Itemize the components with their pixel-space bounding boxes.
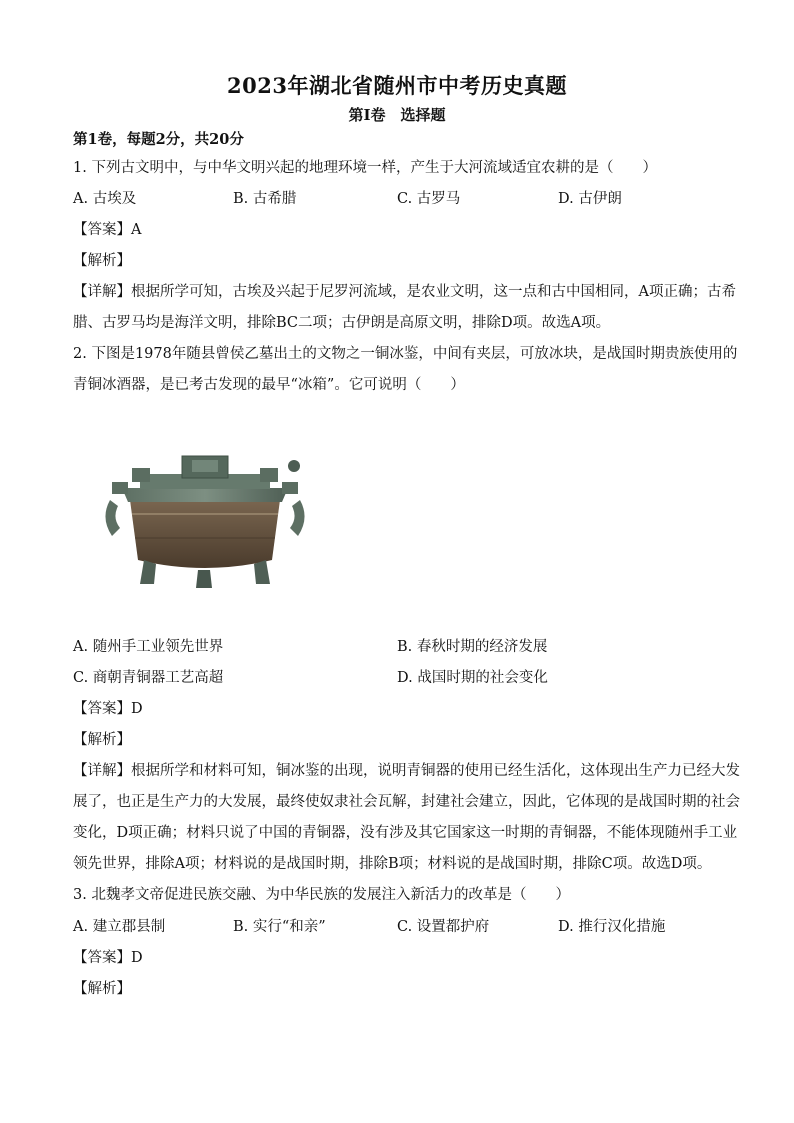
q2-option-b: B. 春秋时期的经济发展: [397, 639, 548, 655]
q3-answer: 【答案】D: [73, 950, 143, 966]
q1-answer: 【答案】A: [73, 222, 142, 238]
q2-detail-line-2: 展了，也正是生产力的大发展，最终使奴隶社会瓦解，封建社会建立，因此，它体现的是战国时期的社会: [73, 794, 740, 810]
q1-analysis: 【解析】: [73, 253, 131, 269]
q1-option-d: D. 古伊朗: [558, 191, 622, 207]
q1-option-c: C. 古罗马: [397, 191, 461, 207]
q3-analysis: 【解析】: [73, 981, 131, 997]
q2-detail-line-3: 变化，D项正确；材料只说了中国的青铜器，没有涉及其它国家这一时期的青铜器，不能体现随州手工业: [73, 825, 738, 841]
q1-stem: 1. 下列古文明中，与中华文明兴起的地理环境一样，产生于大河流域适宜农耕的是（ ）: [73, 160, 657, 176]
q1-detail-line-1: 【详解】根据所学可知，古埃及兴起于尼罗河流域，是农业文明，这一点和古中国相同，A项正确；古希: [73, 284, 736, 300]
q1-detail-line-2: 腊、古罗马均是海洋文明，排除BC二项；古伊朗是高原文明，排除D项。故选A项。: [73, 315, 611, 331]
q3-option-c: C. 设置都护府: [397, 919, 490, 935]
bronze-ice-vessel-image: [100, 438, 310, 598]
page-title: 2023年湖北省随州市中考历史真题: [227, 73, 567, 98]
q2-stem-line-2: 青铜冰酒器，是已考古发现的最早“冰箱”。它可说明（ ）: [73, 377, 465, 393]
q2-option-d: D. 战国时期的社会变化: [397, 670, 548, 686]
q2-stem-line-1: 2. 下图是1978年随县曾侯乙墓出土的文物之一铜冰鉴，中间有夹层，可放冰块，是战国时期贵族使用的: [73, 346, 738, 362]
q3-option-b: B. 实行“和亲”: [233, 919, 326, 935]
page-subtitle: 第Ⅰ卷 选择题: [348, 106, 446, 124]
q2-option-a: A. 随州手工业领先世界: [73, 639, 224, 655]
q3-stem: 3. 北魏孝文帝促进民族交融、为中华民族的发展注入新活力的改革是（ ）: [73, 887, 570, 903]
q2-analysis: 【解析】: [73, 732, 131, 748]
q2-option-c: C. 商朝青铜器工艺高超: [73, 670, 224, 686]
q1-option-a: A. 古埃及: [73, 191, 137, 207]
section-header: 第1卷，每题2分，共20分: [73, 131, 244, 148]
q2-detail-line-1: 【详解】根据所学和材料可知，铜冰鉴的出现，说明青铜器的使用已经生活化，这体现出生产力已经大发: [73, 763, 740, 779]
q2-answer: 【答案】D: [73, 701, 143, 717]
q2-detail-line-4: 领先世界，排除A项；材料说的是战国时期，排除B项；材料说的是战国时期，排除C项。故选D项。: [73, 856, 712, 872]
q3-option-d: D. 推行汉化措施: [558, 919, 666, 935]
q3-option-a: A. 建立郡县制: [73, 919, 166, 935]
q1-option-b: B. 古希腊: [233, 191, 297, 207]
